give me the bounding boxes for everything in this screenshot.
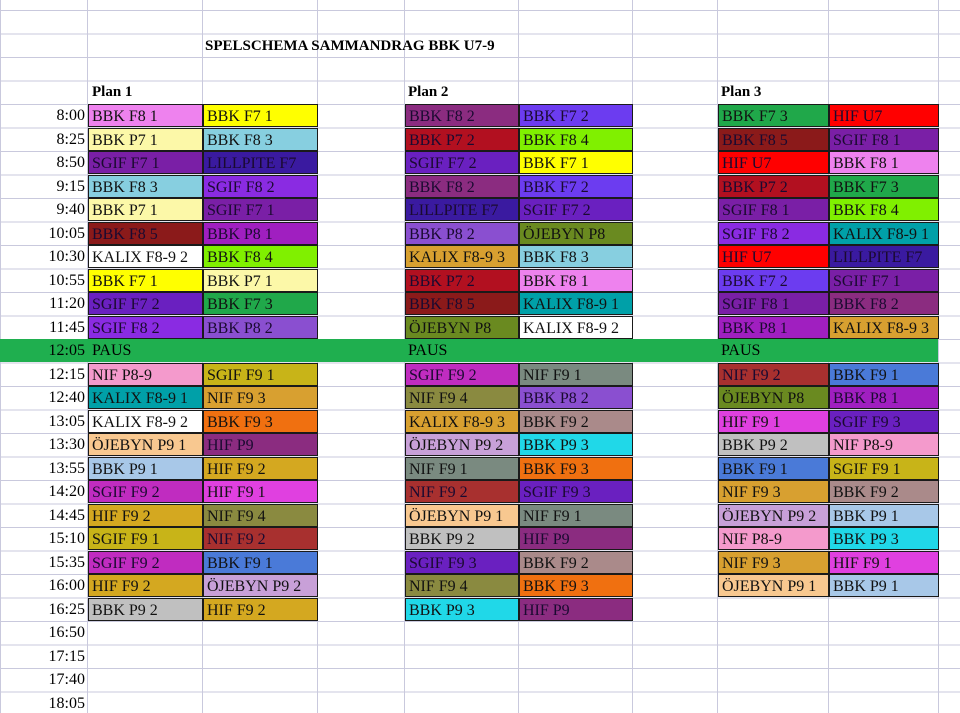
match-cell: BBK F9 1 (718, 457, 829, 480)
time-label: 9:15 (56, 177, 85, 195)
match-cell: BBK F8 1 (519, 269, 633, 292)
match-cell: ÖJEBYN P9 2 (405, 433, 519, 456)
match-cell: NIF F9 3 (203, 386, 318, 409)
match-cell: SGIF F9 2 (88, 551, 203, 574)
match-cell: BBK P8 2 (519, 386, 633, 409)
match-cell: SGIF F8 1 (829, 128, 939, 151)
match-cell: LILLPITE F7 (405, 198, 519, 221)
time-label: 14:45 (48, 506, 85, 524)
match-cell: SGIF F9 1 (88, 527, 203, 550)
match-cell: BBK F7 3 (829, 175, 939, 198)
time-label: 17:40 (48, 671, 85, 688)
time-label: 10:30 (48, 248, 85, 265)
match-cell: NIF P8-9 (88, 363, 203, 386)
match-cell: BBK F8 1 (88, 104, 203, 127)
match-cell: HIF F9 2 (203, 457, 318, 480)
match-cell: BBK F7 2 (519, 104, 633, 127)
match-cell: BBK F8 3 (519, 245, 633, 268)
match-cell: BBK P9 2 (718, 433, 829, 456)
match-cell: ÖJEBYN P9 1 (718, 574, 829, 597)
match-cell: ÖJEBYN P9 2 (718, 504, 829, 527)
match-cell: BBK F9 2 (519, 551, 633, 574)
match-cell: NIF F9 4 (405, 386, 519, 409)
match-cell: BBK F9 1 (829, 363, 939, 386)
time-label: 16:25 (48, 600, 85, 618)
match-cell: BBK F9 2 (519, 410, 633, 433)
match-cell: HIF U7 (718, 151, 829, 174)
match-cell: BBK F8 3 (203, 128, 318, 151)
match-cell: SGIF F9 1 (203, 363, 318, 386)
time-label: 11:45 (49, 318, 85, 336)
time-label: 8:00 (56, 107, 85, 124)
match-cell: HIF P9 (519, 598, 633, 621)
match-cell: NIF F9 2 (718, 363, 829, 386)
match-cell: NIF F9 4 (405, 574, 519, 597)
plan-1-header: Plan 1 (92, 84, 133, 100)
match-cell: SGIF F7 2 (405, 151, 519, 174)
time-label: 12:05 (48, 342, 85, 359)
match-cell: SGIF F9 2 (88, 480, 203, 503)
match-cell: ÖJEBYN P9 2 (203, 574, 318, 597)
match-cell: NIF F9 2 (203, 527, 318, 550)
match-cell: BBK F9 3 (519, 457, 633, 480)
match-cell: SGIF F9 2 (405, 363, 519, 386)
pause-gap (633, 339, 717, 362)
match-cell: BBK P9 3 (519, 433, 633, 456)
match-cell: BBK P7 1 (88, 198, 203, 221)
match-cell: NIF F9 3 (718, 551, 829, 574)
match-cell: BBK P7 2 (405, 128, 519, 151)
match-cell: BBK F7 3 (718, 104, 829, 127)
time-label: 9:40 (56, 201, 85, 218)
match-cell: HIF F9 2 (88, 574, 203, 597)
match-cell: ÖJEBYN P8 (718, 386, 829, 409)
match-cell: HIF F9 2 (203, 598, 318, 621)
match-cell: KALIX F8-9 1 (519, 292, 633, 315)
time-label: 16:50 (48, 624, 85, 641)
match-cell: BBK F7 2 (718, 269, 829, 292)
match-cell: ÖJEBYN P8 (519, 222, 633, 245)
match-cell: BBK P8 1 (203, 222, 318, 245)
time-label: 14:20 (48, 483, 85, 500)
match-cell: BBK F8 1 (829, 151, 939, 174)
pause-label-plan-3: PAUS (721, 342, 761, 359)
pause-gap (318, 339, 404, 362)
match-cell: BBK F8 3 (88, 175, 203, 198)
match-cell: HIF P9 (519, 527, 633, 550)
match-cell: BBK P7 2 (405, 269, 519, 292)
match-cell: BBK P8 2 (405, 222, 519, 245)
match-cell: BBK P9 1 (829, 574, 939, 597)
time-label: 17:15 (48, 647, 85, 665)
pause-label-plan-1: PAUS (92, 342, 132, 359)
match-cell: BBK P9 2 (405, 527, 519, 550)
match-cell: SGIF F8 2 (718, 222, 829, 245)
match-cell: SGIF F8 1 (718, 292, 829, 315)
match-cell: SGIF F8 2 (203, 175, 318, 198)
time-label: 10:55 (48, 271, 85, 289)
match-cell: BBK P9 3 (405, 598, 519, 621)
match-cell: SGIF F8 2 (88, 316, 203, 339)
match-cell: SGIF F7 1 (88, 151, 203, 174)
match-cell: BBK F7 1 (203, 104, 318, 127)
match-cell: BBK F9 2 (829, 480, 939, 503)
match-cell: BBK F8 5 (718, 128, 829, 151)
match-cell: BBK F8 2 (405, 175, 519, 198)
match-cell: BBK P7 1 (203, 269, 318, 292)
match-cell: NIF P8-9 (718, 527, 829, 550)
match-cell: SGIF F7 1 (203, 198, 318, 221)
match-cell: SGIF F9 3 (405, 551, 519, 574)
match-cell: KALIX F8-9 2 (88, 410, 203, 433)
plan-3-header: Plan 3 (721, 84, 762, 100)
match-cell: HIF F9 2 (88, 504, 203, 527)
match-cell: BBK F7 2 (519, 175, 633, 198)
time-label: 15:10 (48, 530, 85, 547)
time-label: 16:00 (48, 577, 85, 594)
match-cell: SGIF F9 3 (519, 480, 633, 503)
time-label: 12:40 (48, 389, 85, 406)
match-cell: KALIX F8-9 2 (88, 245, 203, 268)
match-cell: NIF P8-9 (829, 433, 939, 456)
match-cell: BBK P9 2 (88, 598, 203, 621)
match-cell: HIF F9 1 (203, 480, 318, 503)
match-cell: SGIF F8 1 (718, 198, 829, 221)
match-cell: BBK F7 3 (203, 292, 318, 315)
match-cell: BBK P7 1 (88, 128, 203, 151)
time-label: 10:05 (48, 224, 85, 242)
time-label: 8:25 (56, 130, 85, 148)
match-cell: LILLPITE F7 (829, 245, 939, 268)
match-cell: SGIF F9 3 (829, 410, 939, 433)
match-cell: NIF F9 3 (718, 480, 829, 503)
match-cell: KALIX F8-9 1 (88, 386, 203, 409)
match-cell: LILLPITE F7 (203, 151, 318, 174)
match-cell: BBK P9 1 (88, 457, 203, 480)
match-cell: NIF F9 1 (405, 457, 519, 480)
match-cell: ÖJEBYN P8 (405, 316, 519, 339)
time-label: 15:35 (48, 553, 85, 571)
time-label: 13:30 (48, 436, 85, 453)
match-cell: BBK P8 2 (203, 316, 318, 339)
match-cell: NIF F9 1 (519, 363, 633, 386)
match-cell: KALIX F8-9 3 (829, 316, 939, 339)
match-cell: KALIX F8-9 3 (405, 245, 519, 268)
match-cell: BBK P9 1 (829, 504, 939, 527)
match-cell: SGIF F7 1 (829, 269, 939, 292)
match-cell: SGIF F9 1 (829, 457, 939, 480)
match-cell: BBK F8 2 (829, 292, 939, 315)
time-label: 12:15 (48, 365, 85, 383)
time-label: 13:05 (48, 412, 85, 430)
plan-2-header: Plan 2 (408, 84, 449, 100)
match-cell: BBK F9 3 (519, 574, 633, 597)
match-cell: BBK F8 5 (405, 292, 519, 315)
match-cell: BBK P9 3 (829, 527, 939, 550)
match-cell: ÖJEBYN P9 1 (88, 433, 203, 456)
match-cell: BBK F7 1 (519, 151, 633, 174)
sheet-title: SPELSCHEMA SAMMANDRAG BBK U7-9 (205, 38, 495, 54)
match-cell: BBK F8 4 (203, 245, 318, 268)
match-cell: KALIX F8-9 2 (519, 316, 633, 339)
time-label: 13:55 (48, 459, 85, 477)
match-cell: NIF F9 4 (203, 504, 318, 527)
match-cell: NIF F9 2 (405, 480, 519, 503)
match-cell: NIF F9 1 (519, 504, 633, 527)
match-cell: HIF U7 (829, 104, 939, 127)
match-cell: BBK F8 4 (519, 128, 633, 151)
match-cell: HIF P9 (203, 433, 318, 456)
match-cell: BBK F8 2 (405, 104, 519, 127)
match-cell: BBK F9 1 (203, 551, 318, 574)
match-cell: BBK F9 3 (203, 410, 318, 433)
match-cell: BBK F8 5 (88, 222, 203, 245)
match-cell: HIF F9 1 (829, 551, 939, 574)
match-cell: BBK F8 4 (829, 198, 939, 221)
time-label: 18:05 (48, 694, 85, 712)
match-cell: BBK P8 1 (718, 316, 829, 339)
pause-row (0, 339, 938, 362)
match-cell: BBK P8 1 (829, 386, 939, 409)
match-cell: SGIF F7 2 (88, 292, 203, 315)
match-cell: SGIF F7 2 (519, 198, 633, 221)
match-cell: HIF F9 1 (718, 410, 829, 433)
match-cell: HIF U7 (718, 245, 829, 268)
pause-label-plan-2: PAUS (408, 342, 448, 359)
match-cell: KALIX F8-9 1 (829, 222, 939, 245)
match-cell: KALIX F8-9 3 (405, 410, 519, 433)
time-label: 8:50 (56, 154, 85, 171)
match-cell: BBK P7 2 (718, 175, 829, 198)
time-label: 11:20 (49, 295, 85, 312)
match-cell: ÖJEBYN P9 1 (405, 504, 519, 527)
match-cell: BBK F7 1 (88, 269, 203, 292)
